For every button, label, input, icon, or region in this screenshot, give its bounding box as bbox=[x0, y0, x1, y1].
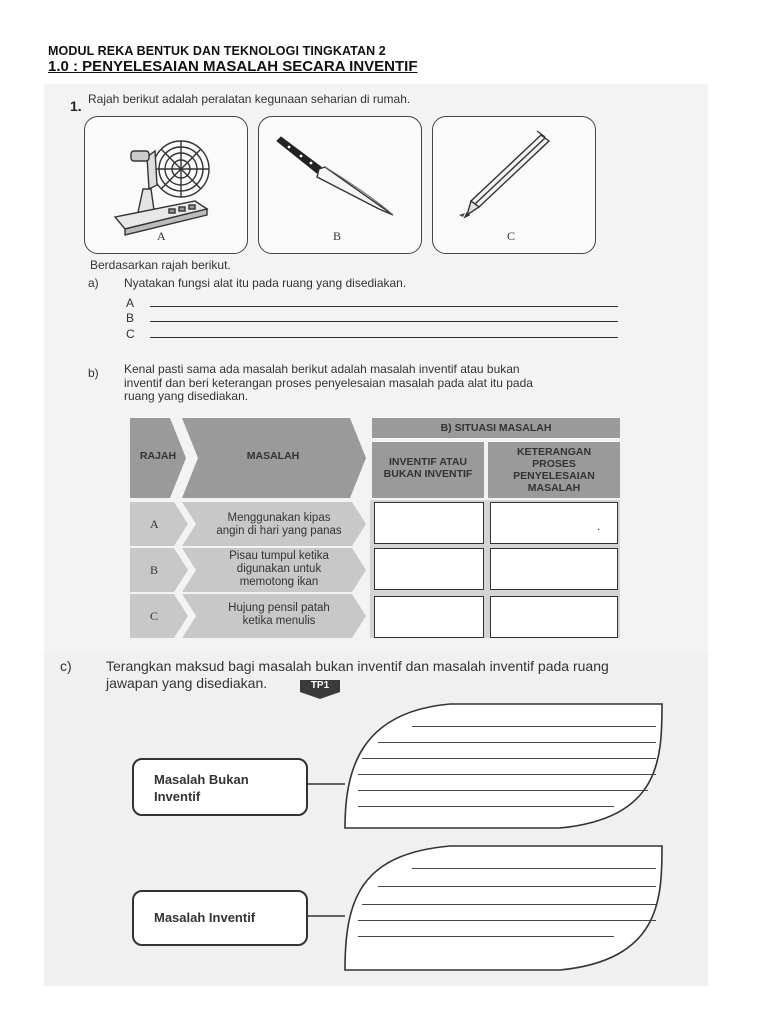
intro-text: Berdasarkan rajah berikut. bbox=[90, 258, 231, 272]
header-inventif-line-2: BUKAN INVENTIF bbox=[383, 468, 473, 480]
label-box-inventif bbox=[132, 890, 308, 946]
header-masalah: MASALAH bbox=[246, 450, 300, 462]
answer-row-label-b: B bbox=[126, 311, 135, 325]
question-1-prompt: Rajah berikut adalah peralatan kegunaan seharian di rumah. bbox=[88, 92, 411, 106]
row-problem-a-line-1: Menggunakan kipas bbox=[227, 512, 331, 524]
question-number: 1. bbox=[70, 98, 82, 114]
part-b-prompt-line-3: ruang yang disediakan. bbox=[124, 389, 249, 403]
answer-line[interactable] bbox=[358, 806, 614, 807]
image-label-c: C bbox=[507, 229, 516, 243]
row-problem-a-line-2: angin di hari yang panas bbox=[216, 525, 342, 537]
module-title: MODUL REKA BENTUK DAN TEKNOLOGI TINGKATAN 2 bbox=[48, 44, 386, 58]
image-label-a: A bbox=[157, 229, 166, 243]
part-a-prompt: Nyatakan fungsi alat itu pada ruang yang disediakan. bbox=[124, 276, 407, 290]
answer-line[interactable] bbox=[358, 920, 656, 921]
answer-line[interactable] bbox=[362, 758, 656, 759]
answer-line[interactable] bbox=[358, 774, 656, 775]
header-keterangan-line-3: PENYELESAIAN bbox=[513, 470, 595, 482]
row-label-b: B bbox=[150, 563, 159, 577]
image-label-b: B bbox=[333, 229, 342, 243]
part-b-prompt-line-2: inventif dan beri keterangan proses penyelesaian masalah pada alat itu pada bbox=[124, 376, 533, 390]
answer-line[interactable] bbox=[362, 904, 656, 905]
answer-line[interactable] bbox=[358, 936, 614, 937]
answer-line[interactable] bbox=[412, 726, 656, 727]
section-title: 1.0 : PENYELESAIAN MASALAH SECARA INVENTIF bbox=[48, 58, 418, 75]
answer-row-label-c: C bbox=[126, 327, 135, 341]
badge-label: TP1 bbox=[310, 680, 330, 691]
header-inventif-line-1: INVENTIF ATAU bbox=[389, 456, 467, 468]
part-b-letter: b) bbox=[88, 366, 99, 380]
answer-row-label-a: A bbox=[126, 296, 135, 310]
header-rajah: RAJAH bbox=[139, 450, 177, 462]
header-situasi-masalah: B) SITUASI MASALAH bbox=[440, 422, 552, 434]
row-problem-c-line-2: ketika menulis bbox=[242, 615, 316, 627]
row-problem-c-line-1: Hujung pensil patah bbox=[228, 602, 330, 614]
row-label-a: A bbox=[150, 517, 159, 531]
part-c-prompt-line-1: Terangkan maksud bagi masalah bukan inventif dan masalah inventif pada ruang bbox=[106, 658, 609, 674]
header-keterangan-line-2: PROSES bbox=[532, 458, 576, 470]
answer-line[interactable] bbox=[378, 742, 656, 743]
label-inventif: Masalah Inventif bbox=[154, 910, 256, 925]
part-c-prompt-line-2: jawapan yang disediakan. bbox=[106, 675, 268, 691]
header-keterangan-line-4: MASALAH bbox=[527, 482, 581, 494]
answer-line[interactable] bbox=[358, 790, 648, 791]
answer-line[interactable] bbox=[378, 886, 656, 887]
answer-line[interactable] bbox=[412, 868, 656, 869]
row-problem-b-line-2: digunakan untuk bbox=[236, 563, 322, 575]
header-keterangan-line-1: KETERANGAN bbox=[516, 446, 592, 458]
row-problem-b-line-3: memotong ikan bbox=[239, 576, 319, 588]
label-box-bukan-inventif bbox=[132, 758, 308, 816]
stray-mark: . bbox=[597, 519, 601, 533]
row-problem-b-line-1: Pisau tumpul ketika bbox=[229, 550, 329, 562]
part-a-letter: a) bbox=[88, 276, 99, 290]
row-label-c: C bbox=[150, 609, 159, 623]
label-bukan-inventif-line-1: Masalah Bukan bbox=[154, 772, 249, 787]
label-bukan-inventif-line-2: Inventif bbox=[154, 789, 201, 804]
part-b-prompt-line-1: Kenal pasti sama ada masalah berikut adalah masalah inventif atau bukan bbox=[124, 362, 520, 376]
part-c-letter: c) bbox=[60, 658, 72, 674]
